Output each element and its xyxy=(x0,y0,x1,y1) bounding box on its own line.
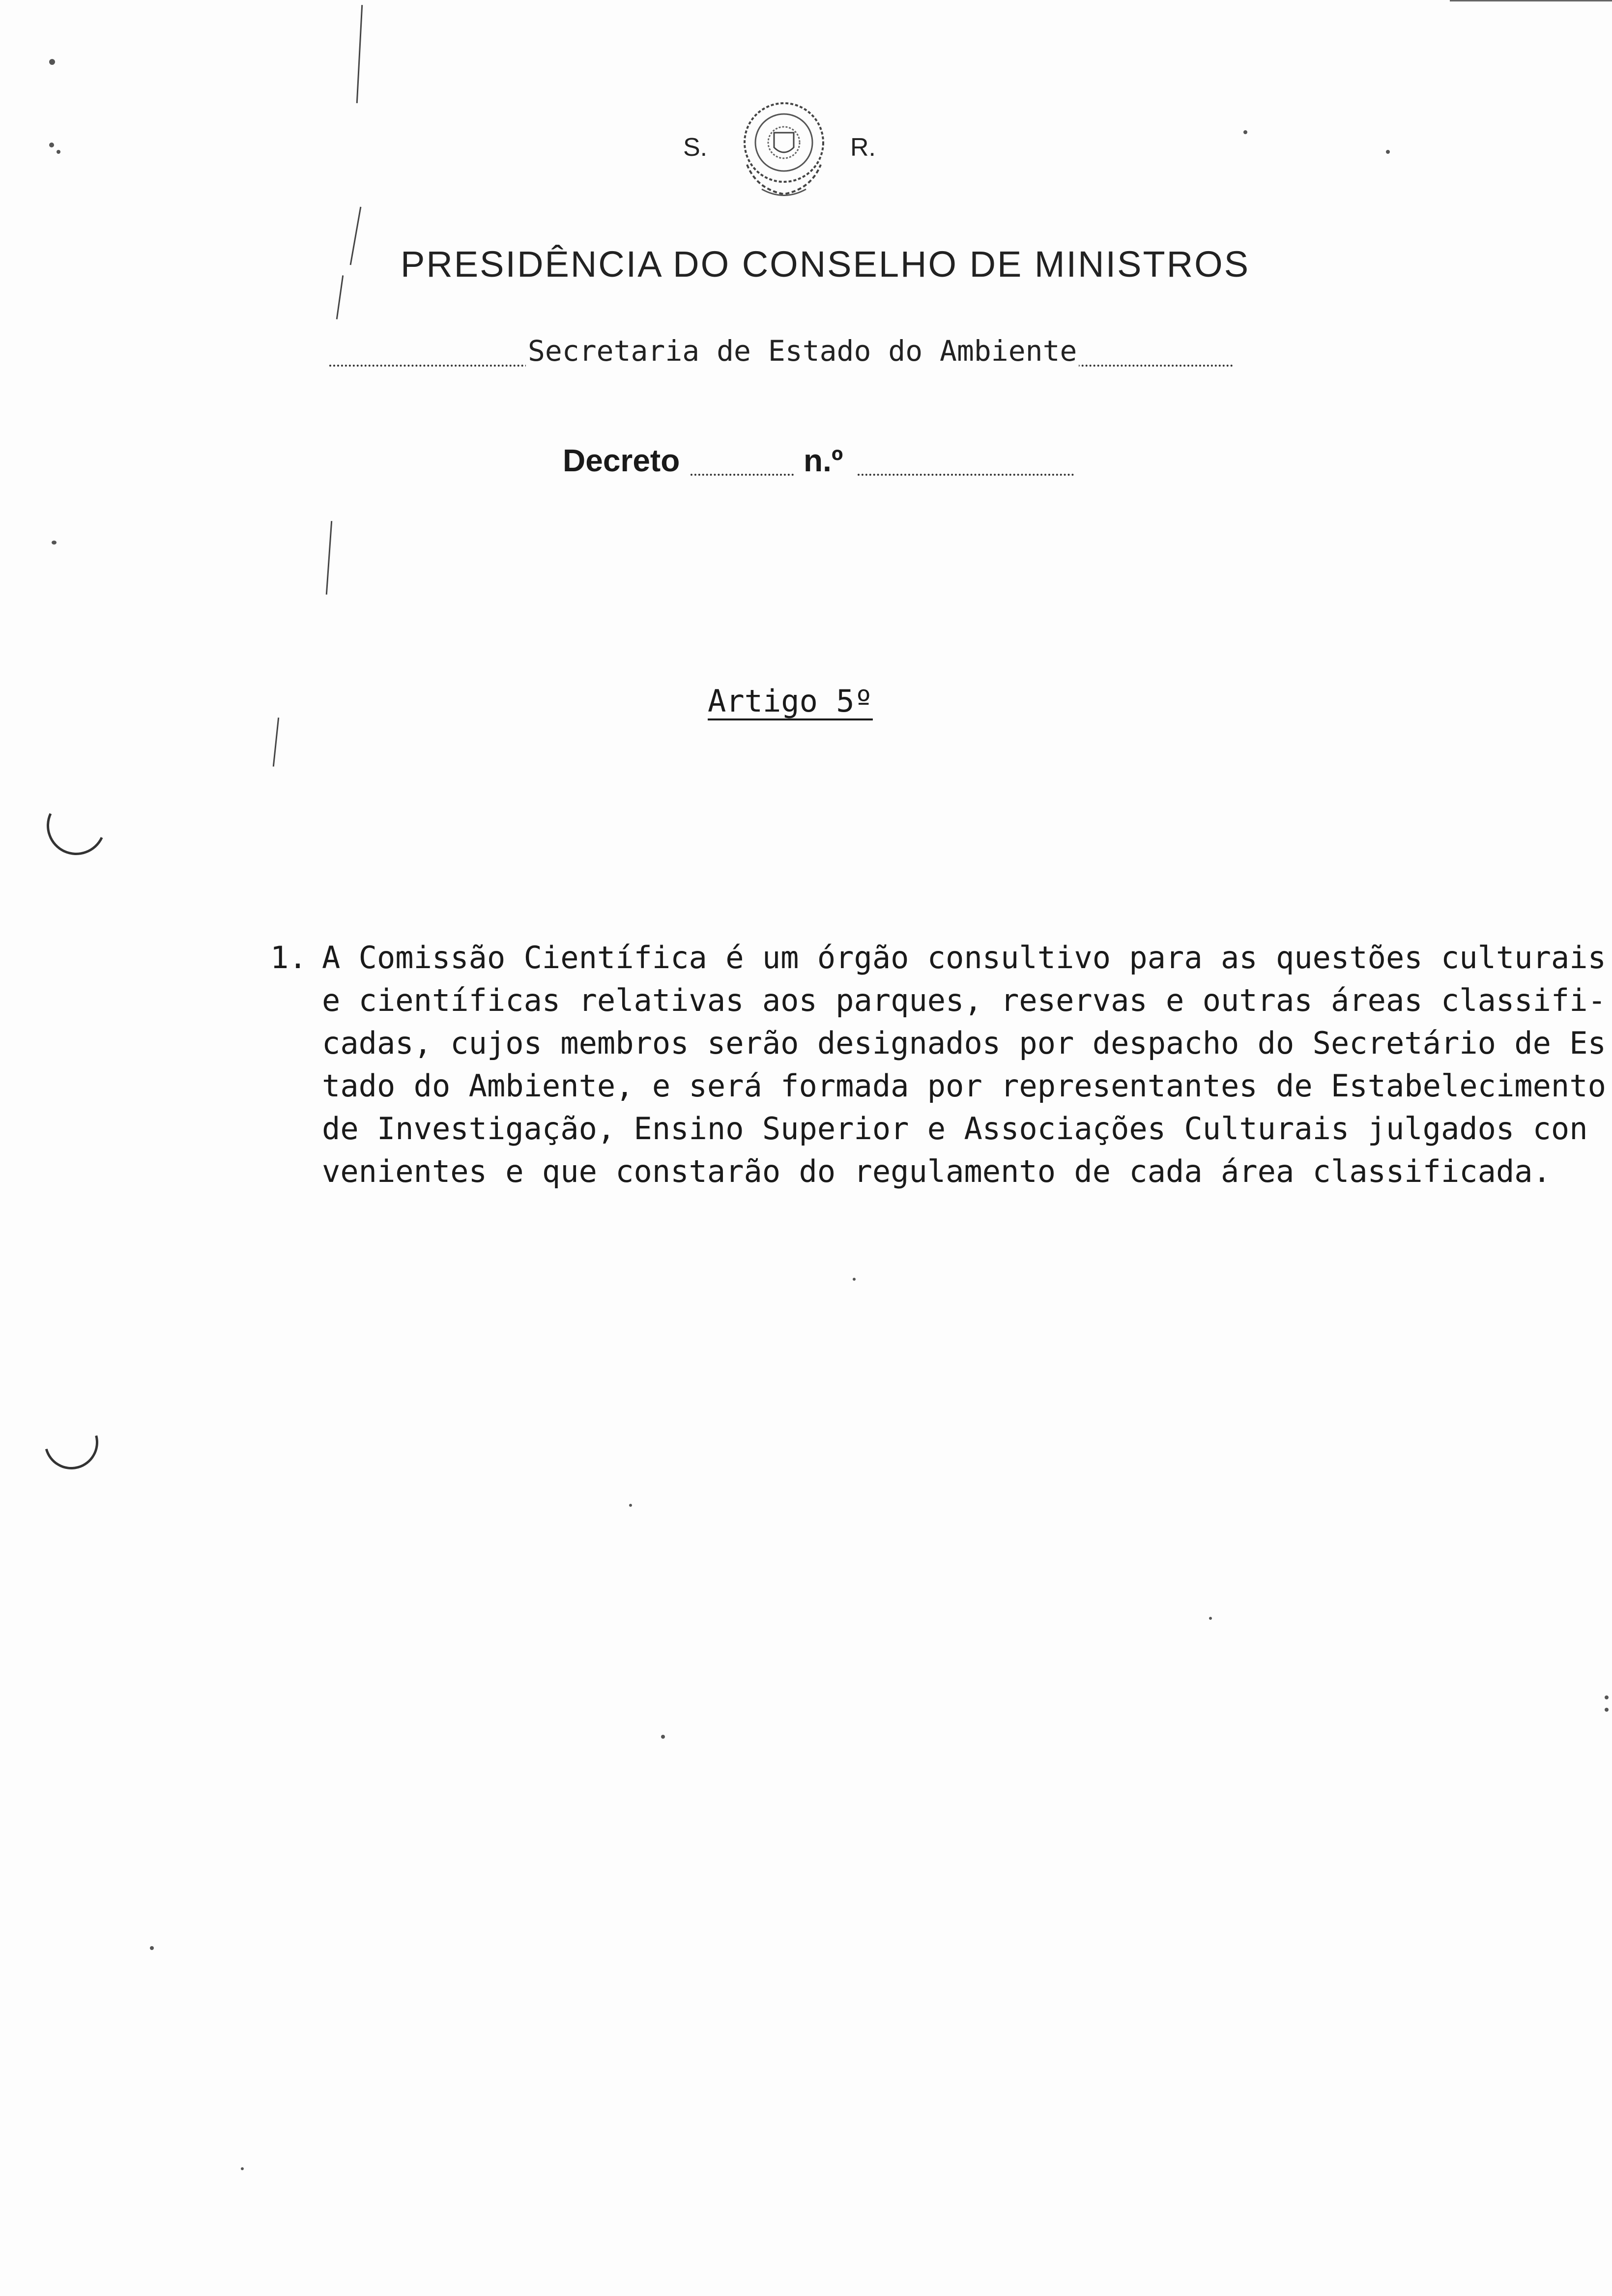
scan-speck xyxy=(1209,1617,1212,1620)
paragraph-line: venientes e que constarão do regulamento de cada área classificada. xyxy=(322,1153,1551,1189)
seal-letter-right: R. xyxy=(850,133,876,162)
paragraph-line: e científicas relativas aos parques, reservas e outras áreas classifi- xyxy=(322,982,1606,1018)
number-label: n.º xyxy=(804,443,843,478)
presidency-title: PRESIDÊNCIA DO CONSELHO DE MINISTROS xyxy=(401,244,1250,285)
punch-hole-mark xyxy=(34,1406,108,1479)
scan-mark xyxy=(356,5,363,103)
scan-mark xyxy=(350,207,362,265)
seal-header xyxy=(654,86,899,214)
scan-speck xyxy=(1243,130,1247,134)
number-blank xyxy=(858,474,1074,476)
scan-speck xyxy=(1605,1695,1609,1699)
scan-speck xyxy=(49,59,55,65)
ministry-line xyxy=(329,334,1234,373)
scan-speck xyxy=(853,1278,856,1281)
scan-speck xyxy=(150,1946,154,1950)
paragraph-line: A Comissão Científica é um órgão consultivo para as questões culturais xyxy=(322,940,1606,976)
ministry-name: Secretaria de Estado do Ambiente xyxy=(526,334,1079,368)
scan-mark xyxy=(326,521,332,595)
paragraph-number: 1. xyxy=(270,940,307,976)
scan-speck xyxy=(49,143,54,147)
scan-speck xyxy=(241,2167,244,2170)
scan-mark xyxy=(336,275,344,319)
scan-speck xyxy=(661,1735,665,1739)
decree-label: Decreto xyxy=(563,443,680,478)
seal-letter-left: S. xyxy=(683,133,708,162)
article-heading: Artigo 5º xyxy=(708,683,873,719)
scan-speck xyxy=(1605,1708,1609,1712)
scan-edge-line xyxy=(1450,0,1612,1)
paragraph-line: cadas, cujos membros serão designados por despacho do Secretário de Es xyxy=(322,1025,1606,1061)
scan-mark xyxy=(273,718,279,767)
scan-speck xyxy=(57,150,60,154)
punch-hole-mark xyxy=(38,788,114,863)
scan-speck xyxy=(629,1504,632,1507)
decree-blank xyxy=(691,474,794,476)
scan-speck xyxy=(1386,150,1390,154)
scan-speck xyxy=(52,541,57,545)
paragraph-line: de Investigação, Ensino Superior e Associações Culturais julgados con xyxy=(322,1111,1588,1147)
coat-of-arms-icon xyxy=(727,91,840,204)
decree-line xyxy=(563,442,1005,487)
paragraph-line: tado do Ambiente, e será formada por representantes de Estabelecimento xyxy=(322,1068,1606,1104)
